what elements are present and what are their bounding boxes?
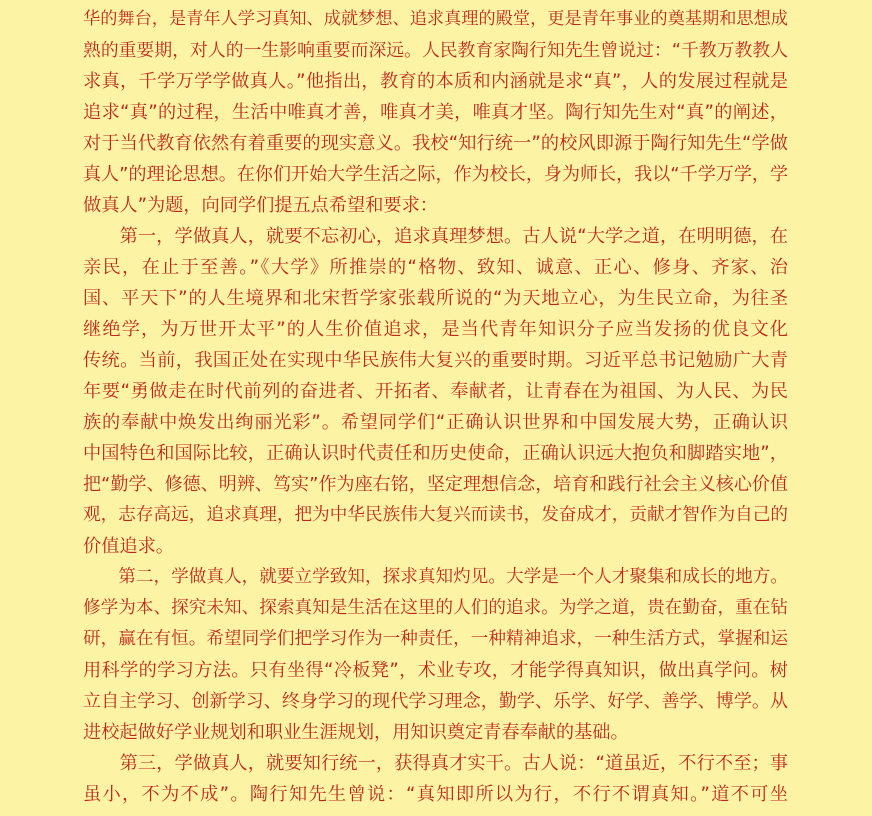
speech-text	[83, 4, 788, 810]
text-line: 做真人”为题，向同学们提五点希望和要求：	[83, 195, 438, 216]
text-line: 传统。当前，我国正处在实现中华民族伟大复兴的重要时期。习近平总书记勉励广大青	[83, 350, 788, 371]
text-line: 虽小，不为不成”。陶行知先生曾说：“真知即所以为行，不行不谓真知。”道不可坐	[83, 784, 788, 805]
text-line: 华的舞台，是青年人学习真知、成就梦想、追求真理的殿堂，更是青年事业的奠基期和思想成	[83, 9, 788, 29]
text-line: 第一，学做真人，就要不忘初心，追求真理梦想。古人说“大学之道，在明明德，在	[83, 226, 788, 247]
text-line: 用科学的学习方法。只有坐得“冷板凳”，术业专攻，才能学得真知识，做出真学问。树	[83, 660, 788, 681]
text-line: 把“勤学、修德、明辨、笃实”作为座右铭，坚定理想信念，培育和践行社会主义核心价值	[83, 474, 788, 495]
text-line: 亲民，在止于至善。”《大学》所推崇的“格物、致知、诚意、正心、修身、齐家、治	[83, 257, 788, 278]
text-line: 研，赢在有恒。希望同学们把学习作为一种责任，一种精神追求，一种生活方式，掌握和运	[83, 629, 788, 649]
text-line: 年要“勇做走在时代前列的奋进者、开拓者、奉献者，让青春在为祖国、为人民、为民	[83, 381, 788, 402]
text-line: 真人”的理论思想。在你们开始大学生活之际，作为校长，身为师长，我以“千学万学，学	[83, 164, 788, 185]
text-line: 价值追求。	[83, 536, 174, 557]
text-line: 熟的重要期，对人的一生影响重要而深远。人民教育家陶行知先生曾说过：“千教万教教人	[83, 40, 788, 61]
text-line: 继绝学，为万世开太平”的人生价值追求，是当代青年知识分子应当发扬的优良文化	[83, 319, 788, 340]
text-line: 修学为本、探究未知、探索真知是生活在这里的人们的追求。为学之道，贵在勤奋，重在钻	[83, 598, 788, 618]
text-line: 国、平天下”的人生境界和北宋哲学家张载所说的“为天地立心，为生民立命，为往圣	[83, 288, 788, 309]
text-line: 第二，学做真人，就要立学致知，探求真知灼见。大学是一个人才聚集和成长的地方。	[83, 567, 788, 587]
text-line: 求真，千学万学学做真人。”他指出，教育的本质和内涵就是求“真”，人的发展过程就是	[83, 71, 788, 92]
text-line: 族的奉献中焕发出绚丽光彩”。希望同学们“正确认识世界和中国发展大势，正确认识	[83, 412, 788, 433]
text-line: 中国特色和国际比较，正确认识时代责任和历史使命，正确认识远大抱负和脚踏实地”，	[83, 443, 788, 464]
text-line: 对于当代教育依然有着重要的现实意义。我校“知行统一”的校风即源于陶行知先生“学做	[83, 133, 788, 154]
text-line: 追求“真”的过程，生活中唯真才善，唯真才美，唯真才坚。陶行知先生对“真”的阐述，	[83, 102, 788, 123]
text-line: 进校起做好学业规划和职业生涯规划，用知识奠定青春奉献的基础。	[83, 722, 629, 743]
text-line: 立自主学习、创新学习、终身学习的现代学习理念，勤学、乐学、好学、善学、博学。从	[83, 691, 788, 712]
text-line: 第三，学做真人，就要知行统一，获得真才实干。古人说：“道虽近，不行不至；事	[83, 753, 788, 774]
text-line: 观，志存高远，追求真理，把为中华民族伟大复兴而读书，发奋成才，贡献才智作为自己的	[83, 505, 788, 525]
